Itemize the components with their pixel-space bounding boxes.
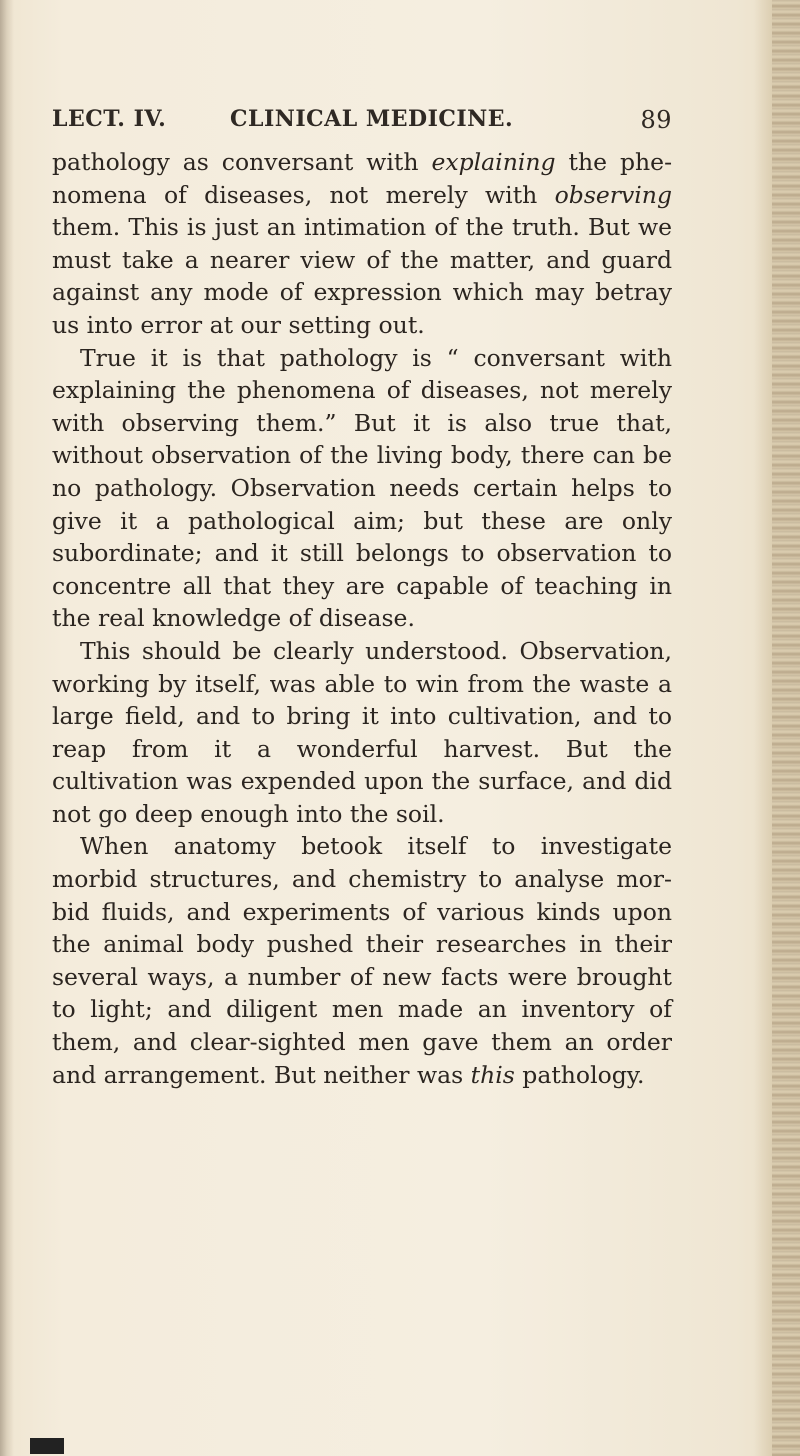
ink-mark: [30, 1438, 64, 1454]
page-gutter-shadow: [0, 0, 14, 1456]
emphasis-observing: observing: [554, 180, 672, 209]
lecture-label: LECT. IV.: [52, 106, 167, 132]
running-title: CLINICAL MEDICINE.: [230, 106, 514, 132]
paragraph-2: True it is that pathology is “ conversant with explaining the phenomena of diseases, not merely with observing them.” But it is also true that, without observation of the living body, there can be no pathology. Observation needs certain helps to give it a pathological aim; but these are only subordinate; and it still belongs to observation to concentre all that they are capable of teaching in the real knowledge of disease.: [52, 343, 672, 633]
paragraph-4: When anatomy betook itself to investigate morbid structures, and chemistry to analyse morbid fluids, and experiments of various kinds upon the animal body pushed their researches in their several ways, a number of new facts were brought to light; and diligent men made an inventory of them, and clear-sighted men gave them an order and arrangement. But neither was this pathology.: [52, 832, 672, 1089]
emphasis-this: this: [470, 1060, 515, 1089]
emphasis-explaining: explaining: [431, 148, 556, 176]
page-number: 89: [640, 106, 672, 134]
page-edge: [772, 0, 800, 1456]
paragraph-3: This should be clearly understood. Observation, working by itself, was able to win from the waste a large field, and to bring it into cultivation, and to reap from it a wonderful harvest. But the cultivation was expended upon the surface, and did not go deep enough into the soil.: [52, 636, 672, 828]
paragraph-1: pathology as conversant with explaining the phenomena of diseases, not merely with observing them. This is just an intimation of the truth. But we must take a nearer view of the matter, and guard against any mode of expression which may betray us into error at our setting out.: [52, 148, 673, 339]
running-header: [52, 106, 672, 140]
body-text: [52, 146, 672, 1091]
